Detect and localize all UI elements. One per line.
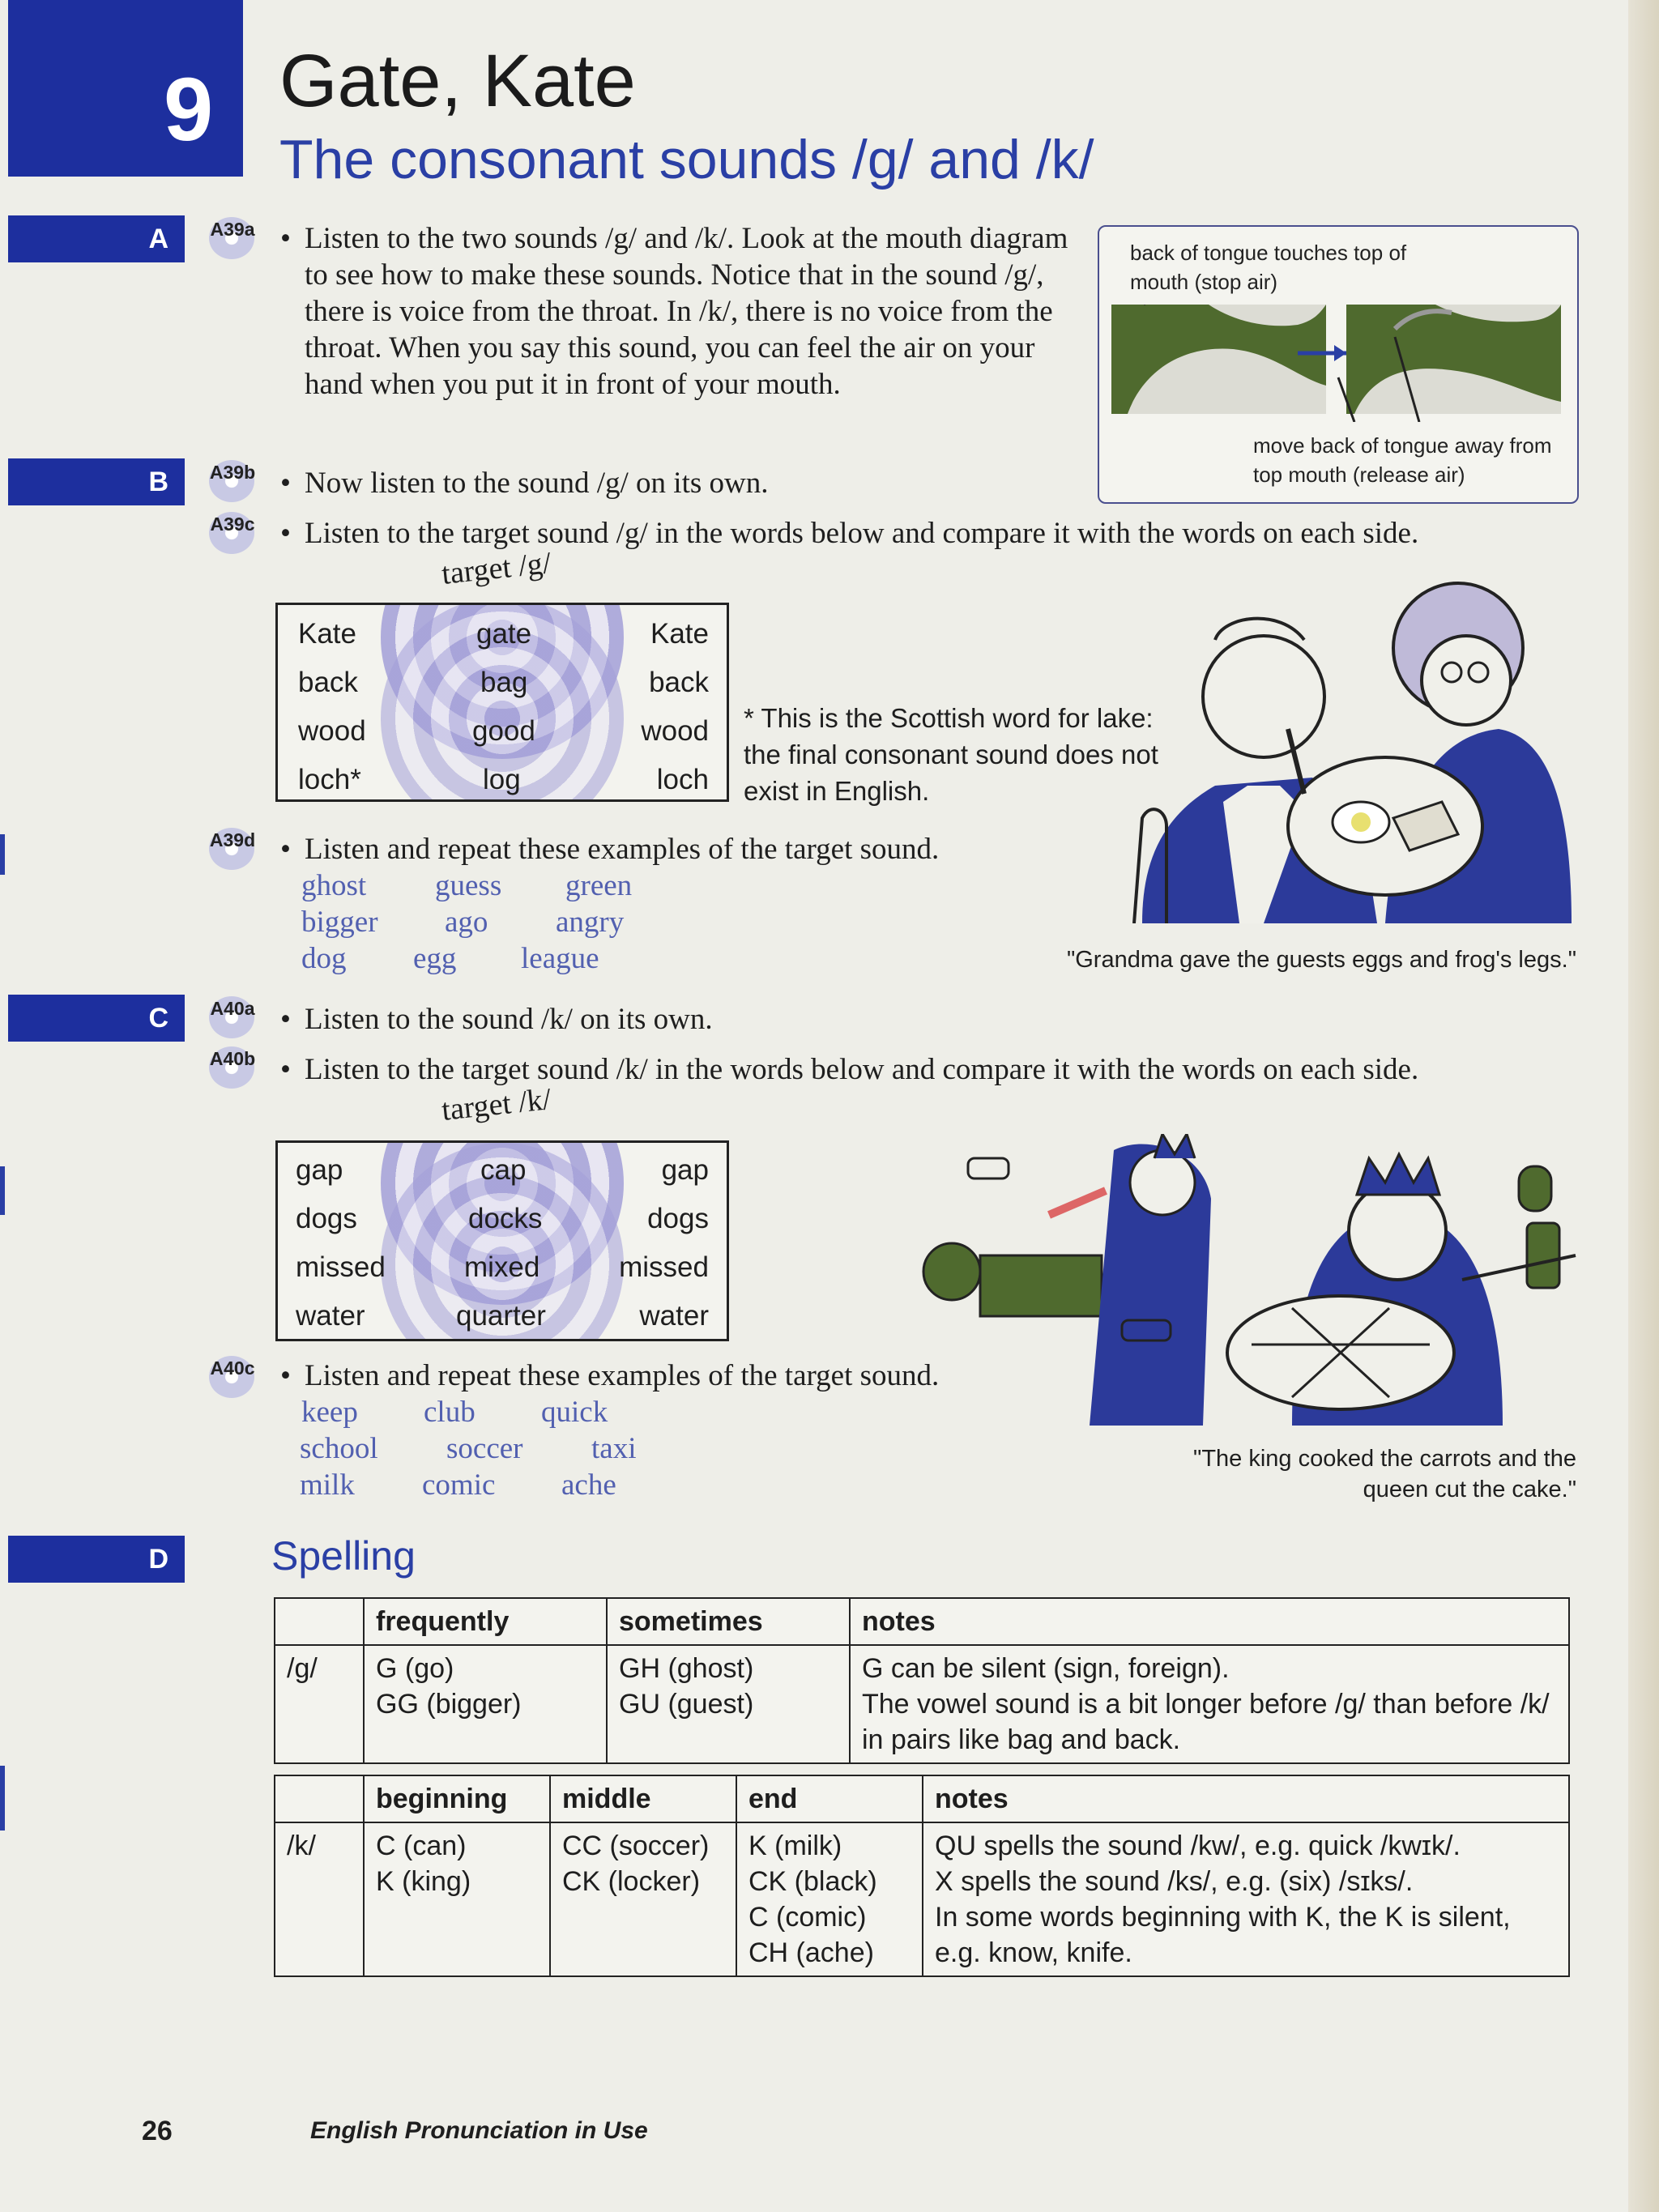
target-word: bag xyxy=(480,667,528,698)
target-word-box-g xyxy=(275,603,729,802)
diagram-label-top: back of tongue touches top of mouth (stop air) xyxy=(1130,241,1407,294)
tongue-diagram-svg xyxy=(1111,305,1565,422)
spelling-item: CK (black) xyxy=(748,1866,877,1897)
example-word: club xyxy=(424,1396,476,1429)
sometimes-cell xyxy=(607,1645,850,1763)
example-word: angry xyxy=(556,906,625,939)
example-word: league xyxy=(521,942,599,975)
audio-track-icon[interactable] xyxy=(206,214,259,262)
spelling-item: CK (locker) xyxy=(562,1866,701,1897)
table-header: end xyxy=(736,1775,923,1822)
example-word: ache xyxy=(561,1468,616,1502)
unit-number-box xyxy=(8,0,243,177)
frequently-cell xyxy=(364,1645,607,1763)
grandma-caption: "Grandma gave the guests eggs and frog's legs." xyxy=(1066,947,1576,973)
section-c-line-1: • Listen to the sound /k/ on its own. xyxy=(305,1001,1034,1038)
end-cell xyxy=(736,1822,923,1976)
track-label: A40a xyxy=(210,998,255,1019)
spelling-title: Spelling xyxy=(271,1533,416,1579)
side-word: missed xyxy=(619,1251,709,1283)
table-header: middle xyxy=(550,1775,736,1822)
note-item: The vowel sound is a bit longer before /g/ than before /k/ in pairs like bag and back. xyxy=(862,1689,1550,1755)
side-word: gap xyxy=(661,1154,709,1186)
side-word: water xyxy=(639,1300,709,1332)
section-b-line-3: • Listen and repeat these examples of the target sound. xyxy=(305,831,1034,867)
table-header: frequently xyxy=(364,1598,607,1645)
notes-cell xyxy=(850,1645,1569,1763)
example-word: dog xyxy=(301,942,347,975)
audio-track-icon[interactable] xyxy=(206,1043,259,1092)
section-c-line-3: • Listen and repeat these examples of the target sound. xyxy=(305,1357,1034,1394)
side-word: Kate xyxy=(650,618,709,650)
note-item: G can be silent (sign, foreign). xyxy=(862,1653,1230,1684)
table-header: notes xyxy=(850,1598,1569,1645)
table-header xyxy=(275,1598,364,1645)
section-tab-c: C xyxy=(8,995,185,1042)
target-word: good xyxy=(472,715,535,747)
side-word: water xyxy=(296,1300,365,1332)
page-edge xyxy=(1628,0,1659,2212)
side-word: loch* xyxy=(298,764,361,795)
target-label: target /g/ xyxy=(440,546,553,591)
sound-cell: /k/ xyxy=(275,1822,364,1976)
audio-track-icon[interactable] xyxy=(206,993,259,1042)
margin-mark xyxy=(0,1766,5,1831)
note-item: QU spells the sound /kw/, e.g. quick /kwɪk/. xyxy=(935,1831,1461,1861)
example-word: taxi xyxy=(591,1432,637,1465)
note-item: In some words beginning with K, the K is silent, e.g. know, knife. xyxy=(935,1902,1511,1968)
spelling-item: GG (bigger) xyxy=(376,1689,522,1720)
example-word: bigger xyxy=(301,906,378,939)
section-c-line-2: • Listen to the target sound /k/ in the words below and compare it with the words on each side. xyxy=(305,1051,1584,1088)
audio-track-icon[interactable] xyxy=(206,457,259,505)
footnote: * This is the Scottish word for lake: the final consonant sound does not exist in English. xyxy=(744,703,1158,806)
track-label: A39c xyxy=(210,514,255,535)
spelling-item: GH (ghost) xyxy=(619,1653,754,1684)
side-word: back xyxy=(298,667,358,698)
table-header: notes xyxy=(923,1775,1569,1822)
book-title: English Pronunciation in Use xyxy=(310,2117,648,2144)
k-spelling-table xyxy=(274,1775,1570,1977)
g-spelling-table xyxy=(274,1597,1570,1764)
margin-mark xyxy=(0,834,5,875)
middle-cell xyxy=(550,1822,736,1976)
example-word: egg xyxy=(413,942,457,975)
target-label: target /k/ xyxy=(440,1082,553,1127)
spelling-item: CC (soccer) xyxy=(562,1831,710,1861)
side-word: Kate xyxy=(298,618,356,650)
section-tab-a: A xyxy=(8,215,185,262)
side-word: wood xyxy=(641,715,709,747)
example-word: comic xyxy=(422,1468,496,1502)
side-word: back xyxy=(649,667,709,698)
table-header: sometimes xyxy=(607,1598,850,1645)
section-tab-b: B xyxy=(8,458,185,505)
mouth-diagram xyxy=(1098,225,1579,504)
spelling-item: G (go) xyxy=(376,1653,454,1684)
audio-track-icon[interactable] xyxy=(206,1353,259,1401)
example-word: ghost xyxy=(301,869,367,902)
target-word: log xyxy=(483,764,521,795)
audio-track-icon[interactable] xyxy=(206,509,259,557)
page-number: 26 xyxy=(142,2116,173,2146)
track-label: A39d xyxy=(209,829,256,850)
note-item: X spells the sound /ks/, e.g. (six) /sɪks/. xyxy=(935,1866,1414,1897)
target-word: mixed xyxy=(464,1251,540,1283)
table-header: beginning xyxy=(364,1775,550,1822)
section-a-text: • Listen to the two sounds /g/ and /k/. Look at the mouth diagram to see how to make these sounds. Notice that in the sound /g/, there is voice from the throat. In /k/, there is no voice from the throat. When you say this sound, you can feel the air on your hand when you put it in front of your mouth. xyxy=(305,220,1070,403)
spelling-item: C (can) xyxy=(376,1831,467,1861)
example-word: guess xyxy=(435,869,502,902)
example-word: ago xyxy=(445,906,488,939)
grandma-cartoon xyxy=(1118,575,1580,923)
example-word: green xyxy=(565,869,633,902)
side-word: dogs xyxy=(647,1203,709,1234)
king-caption: "The king cooked the carrots and the queen cut the cake." xyxy=(1193,1446,1576,1502)
track-label: A40c xyxy=(210,1357,255,1379)
section-b-line-1: • Now listen to the sound /g/ on its own. xyxy=(305,465,1074,501)
target-word: gate xyxy=(476,618,532,650)
track-label: A39b xyxy=(209,462,256,483)
spelling-item: K (king) xyxy=(376,1866,471,1897)
margin-mark xyxy=(0,1166,5,1215)
spelling-item: GU (guest) xyxy=(619,1689,754,1720)
spelling-item: C (comic) xyxy=(748,1902,867,1933)
notes-cell xyxy=(923,1822,1569,1976)
audio-track-icon[interactable] xyxy=(206,825,259,873)
example-word: keep xyxy=(301,1396,358,1429)
side-word: gap xyxy=(296,1154,343,1186)
section-tab-d: D xyxy=(8,1536,185,1583)
spelling-item: CH (ache) xyxy=(748,1937,874,1968)
example-word: school xyxy=(300,1432,378,1465)
example-word: quick xyxy=(541,1396,608,1429)
target-word-box-k xyxy=(275,1140,729,1341)
sound-cell: /g/ xyxy=(275,1645,364,1763)
section-b-line-2: • Listen to the target sound /g/ in the words below and compare it with the words on each side. xyxy=(305,515,1584,552)
target-word: quarter xyxy=(456,1300,546,1332)
track-label: A40b xyxy=(209,1048,256,1069)
page-subtitle: The consonant sounds /g/ and /k/ xyxy=(279,129,1094,190)
side-word: dogs xyxy=(296,1203,357,1234)
example-word: soccer xyxy=(446,1432,523,1465)
spelling-item: K (milk) xyxy=(748,1831,842,1861)
page-title: Gate, Kate xyxy=(279,40,636,122)
target-word: cap xyxy=(480,1154,527,1186)
track-label: A39a xyxy=(210,219,255,240)
side-word: wood xyxy=(298,715,366,747)
target-word: docks xyxy=(468,1203,543,1234)
diagram-label-bottom: move back of tongue away from top mouth (release air) xyxy=(1253,433,1552,487)
example-word: milk xyxy=(300,1468,355,1502)
beginning-cell xyxy=(364,1822,550,1976)
unit-number: 9 xyxy=(164,60,214,160)
table-header xyxy=(275,1775,364,1822)
side-word: missed xyxy=(296,1251,386,1283)
side-word: loch xyxy=(656,764,709,795)
